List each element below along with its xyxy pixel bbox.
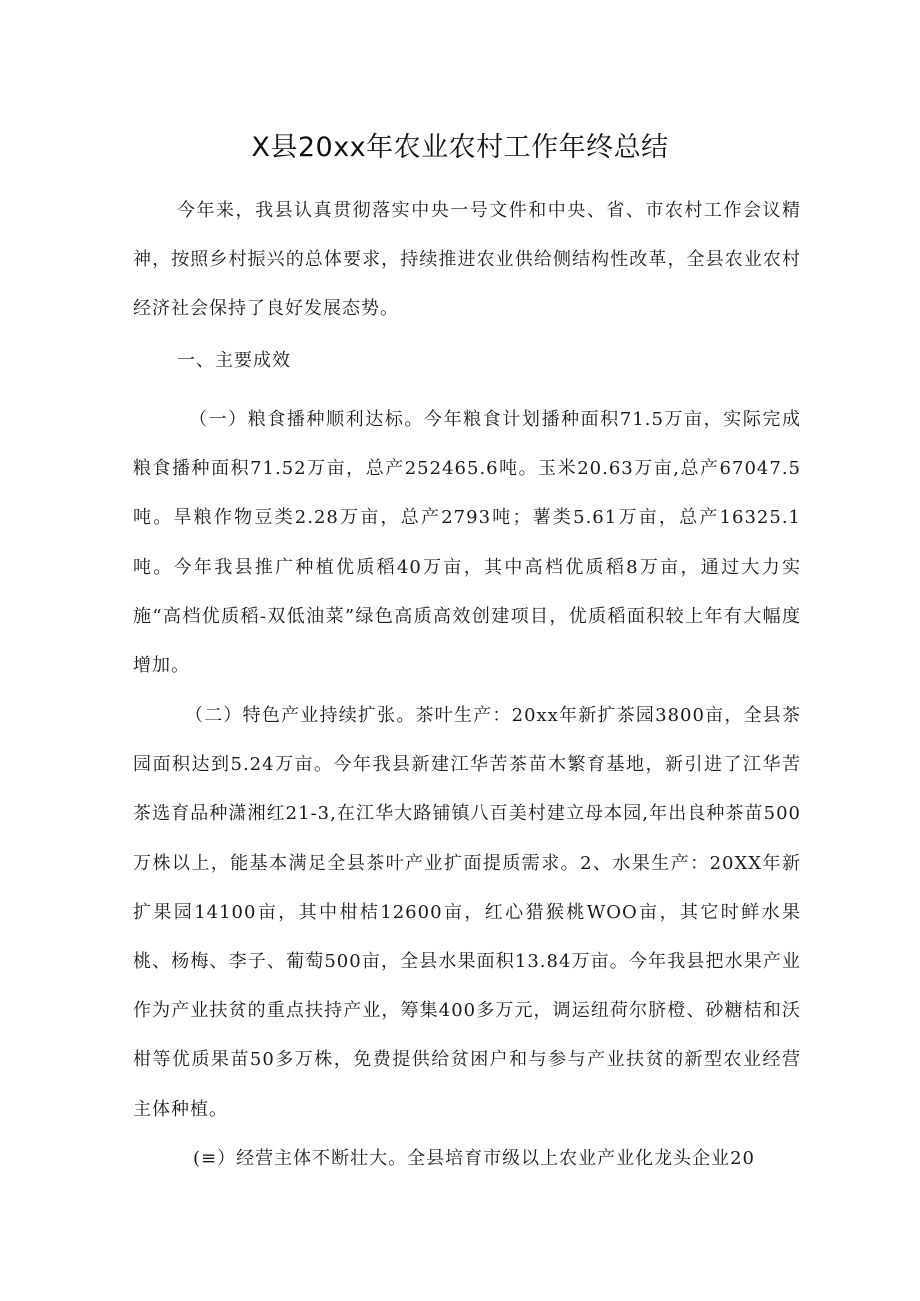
- specialty-industry-paragraph: （二）特色产业持续扩张。茶叶生产：20xx年新扩茶园3800亩，全县茶园面积达到5.24万亩。今年我县新建江华苦茶苗木繁育基地，新引进了江华苦茶选育品种潇湘红21-3,在江华大路铺镇八百美村建立母本园,年出良种茶苗500万株以上，能基本满足全县茶叶产业扩面提质需求。2、水果生产：20XX年新扩果园14100亩，其中柑桔12600亩，红心猎猴桃WOO亩，其它时鲜水果桃、杨梅、李子、葡萄500亩，全县水果面积13.84万亩。今年我县把水果产业作为产业扶贫的重点扶持产业，筹集400多万元，调运纽荷尔脐橙、砂糖桔和沃柑等优质果苗50多万株，免费提供给贫困户和与参与产业扶贫的新型农业经营主体种植。: [133, 705, 801, 1120]
- document-title: X县20xx年农业农村工作年终总结: [251, 132, 669, 163]
- section-heading-main-achievements: 一、主要成效: [177, 350, 291, 371]
- intro-paragraph: 今年来，我县认真贯彻落实中央一号文件和中央、省、市农村工作会议精神，按照乡村振兴的总体要求，持续推进农业供给侧结构性改革，全县农业农村经济社会保持了良好发展态势。: [133, 200, 801, 320]
- grain-paragraph: （一）粮食播种顺利达标。今年粮食计划播种面积71.5万亩，实际完成粮食播种面积71.52万亩，总产252465.6吨。玉米20.63万亩,总产67047.5吨。旱粮作物豆类2.28万亩，总产2793吨；薯类5.61万亩，总产16325.1吨。今年我县推广种植优质稻40万亩，其中高档优质稻8万亩，通过大力实施“高档优质稻-双低油菜”绿色高质高效创建项目，优质稻面积较上年有大幅度增加。: [133, 409, 801, 677]
- business-entities-paragraph: (≡）经营主体不断壮大。全县培育市级以上农业产业化龙头企业20: [193, 1148, 756, 1169]
